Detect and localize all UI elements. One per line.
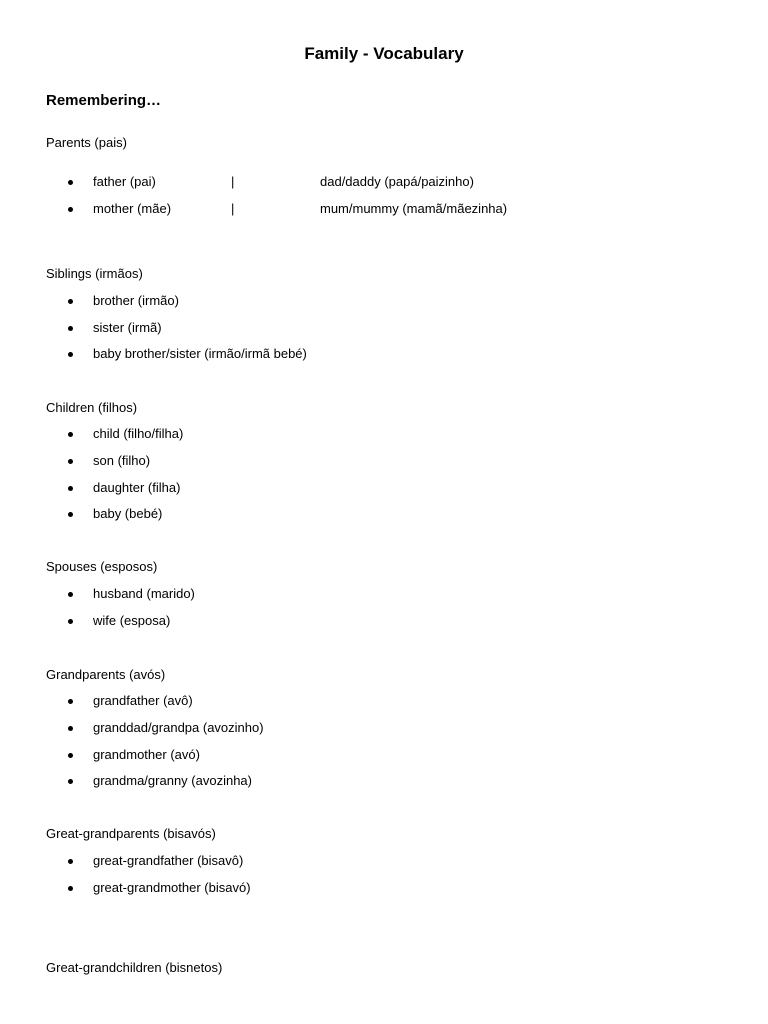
document-title: Family - Vocabulary (304, 44, 464, 63)
list-item-term: sister (irmã) (93, 320, 162, 335)
bullet-icon (68, 180, 73, 185)
section-heading-great-grandchildren: Great-grandchildren (bisnetos) (46, 960, 223, 975)
bullet-icon (68, 699, 73, 704)
list-item-term: great-grandfather (bisavô) (93, 853, 244, 868)
item-separator: | (231, 174, 235, 189)
bullet-icon (68, 432, 73, 437)
list-item-term: brother (irmão) (93, 293, 179, 308)
bullet-icon (68, 486, 73, 491)
bullet-icon (68, 753, 73, 758)
list-item-term: son (filho) (93, 453, 151, 468)
section-heading-grandparents: Grandparents (avós) (46, 667, 166, 682)
list-item-term: grandfather (avô) (93, 693, 193, 708)
bullet-icon (68, 512, 73, 517)
bullet-icon (68, 886, 73, 891)
bullet-icon (68, 592, 73, 597)
section-heading-great-grandparents: Great-grandparents (bisavós) (46, 826, 216, 841)
list-item-term: grandmother (avó) (93, 747, 200, 762)
section-heading-children: Children (filhos) (46, 400, 138, 415)
bullet-icon (68, 299, 73, 304)
bullet-icon (68, 779, 73, 784)
list-item-term: great-grandmother (bisavó) (93, 880, 251, 895)
list-item-alt: mum/mummy (mamã/mãezinha) (320, 201, 508, 216)
list-item-term: child (filho/filha) (93, 426, 184, 441)
list-item-term: husband (marido) (93, 586, 195, 601)
item-separator: | (231, 201, 235, 216)
section-heading-siblings: Siblings (irmãos) (46, 266, 143, 281)
list-item-term: baby (bebé) (93, 506, 163, 521)
list-item-term: baby brother/sister (irmão/irmã bebé) (93, 346, 307, 361)
section-heading-parents: Parents (pais) (46, 135, 127, 150)
bullet-icon (68, 207, 73, 212)
list-item-term: grandma/granny (avozinha) (93, 773, 252, 788)
bullet-icon (68, 859, 73, 864)
list-item-term: mother (mãe) (93, 201, 172, 216)
list-item-term: wife (esposa) (93, 613, 171, 628)
list-item-term: father (pai) (93, 174, 156, 189)
bullet-icon (68, 459, 73, 464)
bullet-icon (68, 726, 73, 731)
section-heading-spouses: Spouses (esposos) (46, 559, 158, 574)
bullet-icon (68, 326, 73, 331)
document-subtitle: Remembering… (46, 92, 162, 109)
list-item-alt: dad/daddy (papá/paizinho) (320, 174, 474, 189)
list-item-term: daughter (filha) (93, 480, 181, 495)
list-item-term: granddad/grandpa (avozinho) (93, 720, 264, 735)
bullet-icon (68, 619, 73, 624)
bullet-icon (68, 352, 73, 357)
